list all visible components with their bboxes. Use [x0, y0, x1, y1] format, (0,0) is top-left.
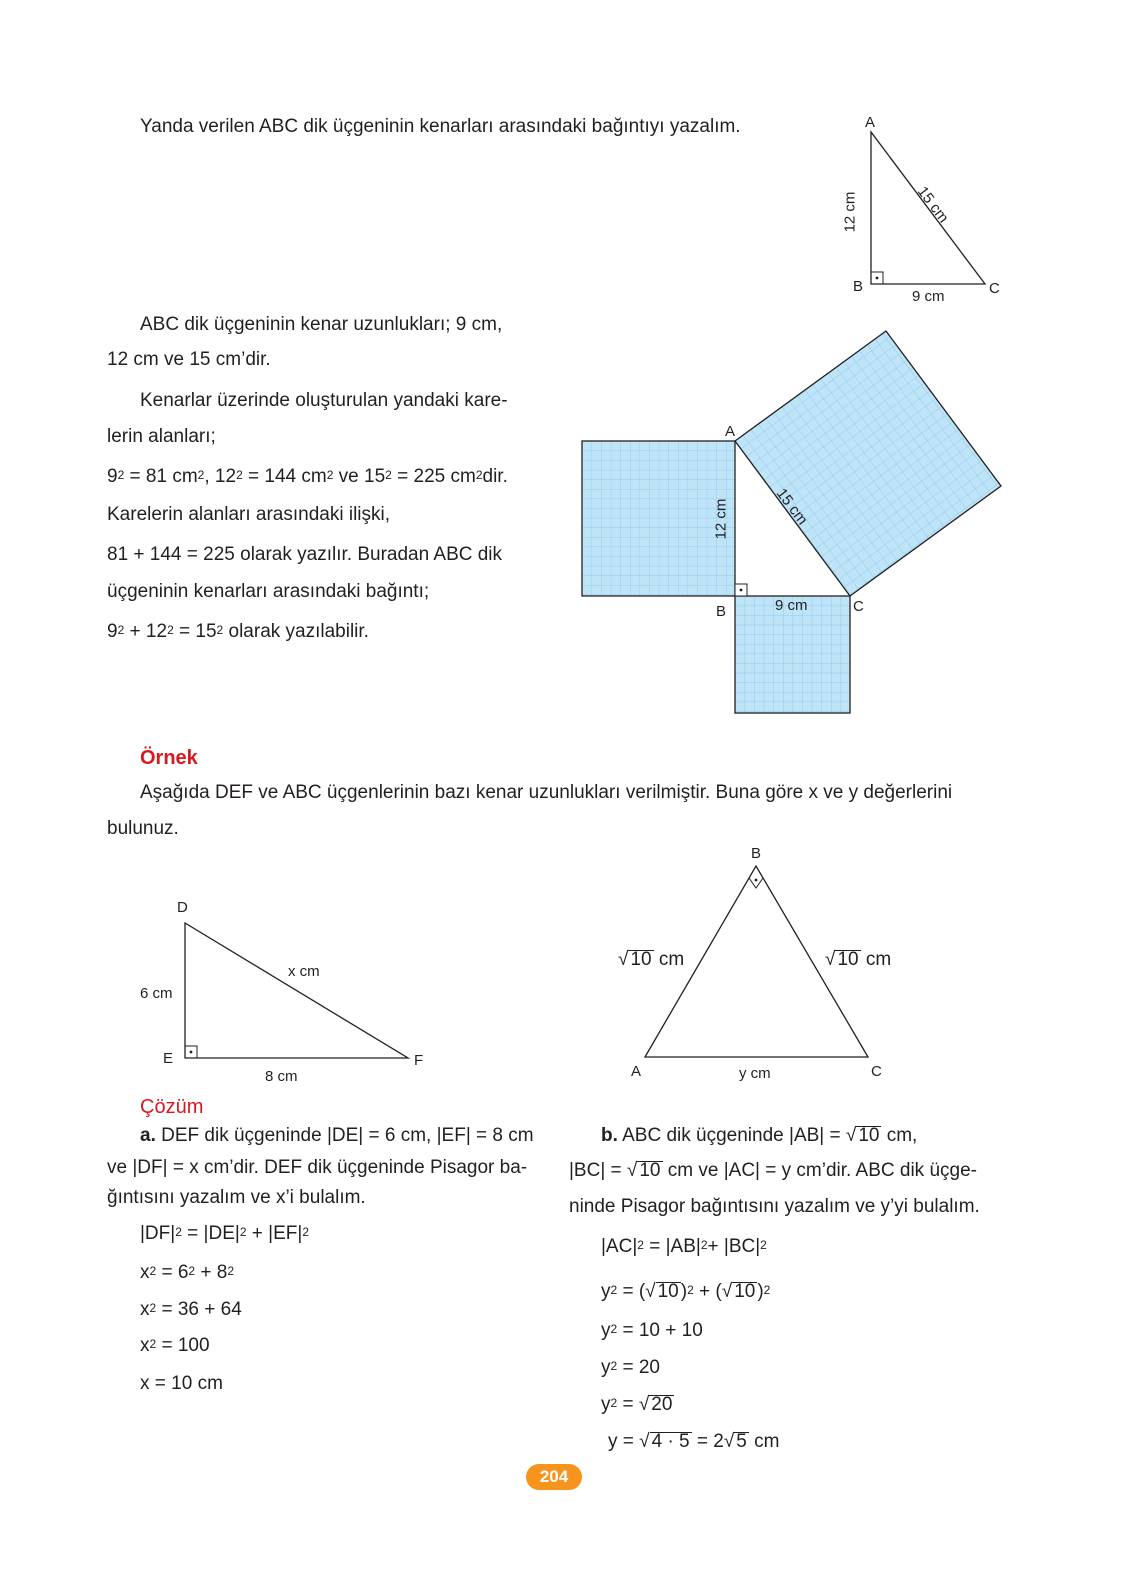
def-vertex-e: E — [163, 1050, 174, 1067]
sq-side-ac: 15 cm — [772, 485, 811, 529]
abc2-side-ab: √ 10 cm — [618, 949, 685, 970]
tri1-vertex-a: A — [865, 114, 876, 131]
para4a: 81 + 144 = 225 olarak yazılır. Buradan ABC dik — [107, 544, 503, 565]
para2b: lerin alanları; — [107, 426, 216, 447]
sq-side-ab: 12 cm — [712, 498, 730, 540]
eq-areas: $9^2 = 81$ $cm^2$, $12^2 = 144$ $cm^2$ ve $15^2 = 225$ $cm^2dir$. — [107, 466, 508, 487]
sol-a-step1: $|DF|^2 = |DE|^2 + |EF|^2$ — [140, 1223, 309, 1244]
sol-a-step4: $x^2 = 100$ — [140, 1335, 210, 1356]
para1b: 12 cm ve 15 cm’dir. — [107, 349, 271, 370]
tri1-side-ac: 15 cm — [913, 183, 952, 227]
sol-a-line1: a. DEF dik üçgeninde |DE| = 6 cm, |EF| = 8 cm — [140, 1125, 534, 1146]
sol-a-line2: ve |DF| = x cm’dir. DEF dik üçgeninde Pisagor ba- — [107, 1157, 528, 1178]
abc2-side-bc: √ 10 cm — [825, 949, 892, 970]
sol-b-step5: $y^2$ = √ 20 — [601, 1394, 673, 1415]
def-side-df: x cm — [288, 963, 320, 980]
ornek-question-line2: bulunuz. — [107, 818, 179, 839]
triangle-def — [185, 923, 408, 1058]
sol-b-step4: $y^2 = 20$ — [601, 1357, 660, 1378]
ornek-title: Örnek — [140, 747, 198, 769]
sol-b-line3: ninde Pisagor bağıntısını yazalım ve y’yi bulalım. — [569, 1196, 980, 1217]
para1a: ABC dik üçgeninin kenar uzunlukları; 9 cm, — [140, 314, 503, 335]
def-side-ef: 8 cm — [265, 1068, 298, 1085]
abc2-vertex-b: B — [751, 845, 762, 862]
tri1-side-bc: 9 cm — [912, 288, 945, 305]
sol-b-step1: $|AC|^2 = |AB|^2+ |BC|^2$ — [601, 1236, 767, 1257]
sol-a-step5: x = 10 cm — [140, 1373, 223, 1394]
intro-text: Yanda verilen ABC dik üçgeninin kenarları arasındaki bağıntıyı yazalım. — [140, 116, 741, 137]
sq-vertex-c: C — [853, 598, 864, 615]
sol-b-step6: y = √ 4 · 5 = 2√ 5 cm — [608, 1431, 780, 1452]
abc2-vertex-c: C — [871, 1063, 882, 1080]
tri1-vertex-b: B — [853, 278, 864, 295]
tri1-vertex-c: C — [989, 280, 1000, 297]
tri1-side-ab: 12 cm — [841, 191, 859, 233]
sq-vertex-a: A — [725, 423, 736, 440]
cozum-title: Çözüm — [140, 1096, 204, 1118]
abc2-vertex-a: A — [631, 1063, 642, 1080]
sol-a-step2: $x^2 = 6^2 + 8^2$ — [140, 1262, 235, 1283]
def-vertex-f: F — [414, 1052, 424, 1069]
def-vertex-d: D — [177, 899, 188, 916]
sol-b-line2: |BC| = √ 10 cm ve |AC| = y cm’dir. ABC dik üçge- — [569, 1160, 977, 1181]
sq-side-bc: 9 cm — [775, 597, 808, 614]
para2a: Kenarlar üzerinde oluşturulan yandaki kare- — [140, 390, 508, 411]
page-number-badge: 204 — [526, 1464, 582, 1490]
para4b: üçgeninin kenarları arasındaki bağıntı; — [107, 581, 430, 602]
def-side-de: 6 cm — [140, 985, 173, 1002]
sol-b-step2: $y^2$ = (√ 10 )$^2$ + (√ 10 )$^2$ — [601, 1281, 771, 1302]
ornek-question-line1: Aşağıda DEF ve ABC üçgenlerinin bazı kenar uzunlukları verilmiştir. Buna göre x ve y değerlerini — [140, 782, 953, 803]
sq-vertex-b: B — [716, 603, 727, 620]
sol-b-line1: b. ABC dik üçgeninde |AB| = √ 10 cm, — [601, 1125, 918, 1146]
sol-a-line3: ğıntısını yazalım ve x’i bulalım. — [107, 1187, 366, 1208]
abc2-side-ac: y cm — [739, 1065, 771, 1082]
sol-b-step3: $y^2 = 10 + 10$ — [601, 1320, 703, 1341]
sol-a-step3: $x^2 = 36 + 64$ — [140, 1299, 242, 1320]
eq-pythagoras: $9^2 + 12^2 = 15^2$ olarak yazılabilir. — [107, 621, 369, 642]
para3: Karelerin alanları arasındaki ilişki, — [107, 504, 391, 525]
